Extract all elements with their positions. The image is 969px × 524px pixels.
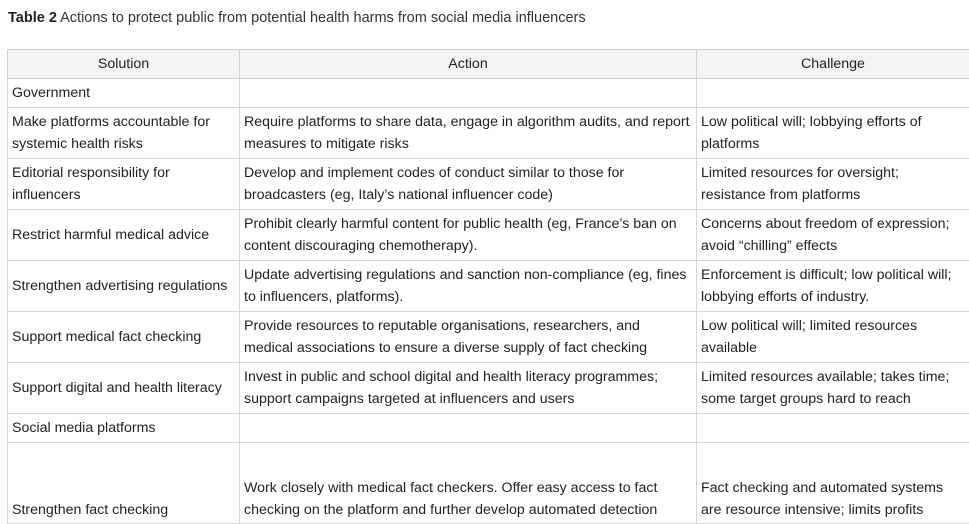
action-cell: Invest in public and school digital and health literacy programmes; support campaigns targeted at influencers and users (240, 363, 697, 414)
challenge-cell: Fact checking and automated systems are resource intensive; limits profits (697, 443, 969, 524)
section-row-government (8, 79, 969, 108)
solution-cell: Editorial responsibility for influencers (8, 159, 240, 210)
action-cell: Prohibit clearly harmful content for public health (eg, France’s ban on content discouraging chemotherapy). (240, 210, 697, 261)
action-cell: Work closely with medical fact checkers. Offer easy access to fact checking on the platform and further develop automated detection (240, 443, 697, 524)
header-solution: Solution (8, 50, 240, 79)
action-cell: Develop and implement codes of conduct similar to those for broadcasters (eg, Italy’s national influencer code) (240, 159, 697, 210)
solution-cell: Restrict harmful medical advice (8, 210, 240, 261)
challenge-cell: Low political will; lobbying efforts of platforms (697, 108, 969, 159)
table-caption-text: Actions to protect public from potential health harms from social media influencers (60, 10, 585, 26)
section-empty-cell (240, 414, 697, 443)
table-row (8, 443, 969, 524)
section-row-social-media-platforms (8, 414, 969, 443)
solution-cell: Make platforms accountable for systemic health risks (8, 108, 240, 159)
section-title: Government (8, 79, 240, 108)
action-cell: Require platforms to share data, engage in algorithm audits, and report measures to mitigate risks (240, 108, 697, 159)
table-row (8, 159, 969, 210)
table-row (8, 210, 969, 261)
table-header-row (8, 50, 969, 79)
action-cell: Provide resources to reputable organisations, researchers, and medical associations to ensure a diverse supply of fact checking (240, 312, 697, 363)
challenge-cell: Concerns about freedom of expression; avoid “chilling” effects (697, 210, 969, 261)
section-empty-cell (697, 79, 969, 108)
solution-cell: Strengthen fact checking (8, 443, 240, 524)
table-row (8, 312, 969, 363)
solution-cell: Strengthen advertising regulations (8, 261, 240, 312)
solution-cell: Support medical fact checking (8, 312, 240, 363)
challenge-cell: Limited resources for oversight; resistance from platforms (697, 159, 969, 210)
challenge-cell: Limited resources available; takes time; some target groups hard to reach (697, 363, 969, 414)
table-row (8, 261, 969, 312)
section-empty-cell (697, 414, 969, 443)
section-title: Social media platforms (8, 414, 240, 443)
solution-cell: Support digital and health literacy (8, 363, 240, 414)
actions-table (7, 49, 969, 524)
table-caption (8, 10, 586, 26)
table-row (8, 108, 969, 159)
header-challenge: Challenge (697, 50, 969, 79)
section-empty-cell (240, 79, 697, 108)
table-row (8, 363, 969, 414)
challenge-cell: Enforcement is difficult; low political will; lobbying efforts of industry. (697, 261, 969, 312)
action-cell: Update advertising regulations and sanction non-compliance (eg, fines to influencers, platforms). (240, 261, 697, 312)
header-action: Action (240, 50, 697, 79)
challenge-cell: Low political will; limited resources available (697, 312, 969, 363)
table-caption-label: Table 2 (8, 10, 57, 26)
